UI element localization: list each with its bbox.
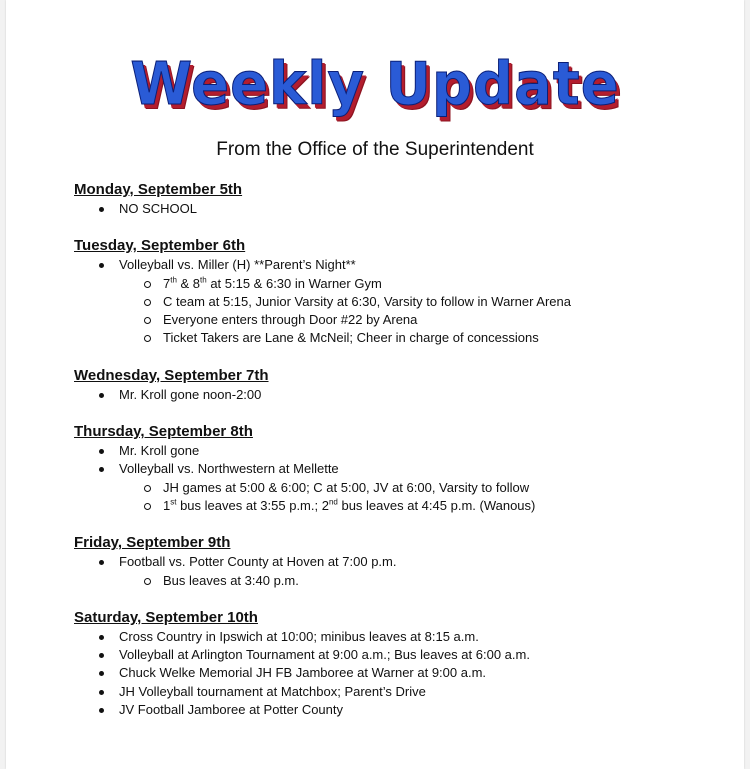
list-item: Chuck Welke Memorial JH FB Jamboree at Warner at 9:00 a.m. bbox=[74, 664, 734, 682]
sub-list-item: JH games at 5:00 & 6:00; C at 5:00, JV at 6:00, Varsity to follow bbox=[74, 479, 734, 497]
list-item: Mr. Kroll gone noon-2:00 bbox=[74, 386, 734, 404]
item-list bbox=[74, 386, 734, 404]
sub-list-item: C team at 5:15, Junior Varsity at 6:30, Varsity to follow in Warner Arena bbox=[74, 293, 734, 311]
list-item: JH Volleyball tournament at Matchbox; Parent’s Drive bbox=[74, 683, 734, 701]
list-item: NO SCHOOL bbox=[74, 200, 734, 218]
title-area bbox=[6, 52, 744, 117]
item-list bbox=[74, 256, 734, 347]
item-list bbox=[74, 553, 734, 590]
page-title: Weekly Update bbox=[130, 50, 620, 119]
sub-list-item: 1st bus leaves at 3:55 p.m.; 2nd bus leaves at 4:45 p.m. (Wanous) bbox=[74, 497, 734, 515]
list-item: Football vs. Potter County at Hoven at 7:00 p.m. bbox=[74, 553, 734, 571]
list-item: Volleyball vs. Miller (H) **Parent’s Night** bbox=[74, 256, 734, 274]
item-list bbox=[74, 200, 734, 218]
day-title: Friday, September 9th bbox=[74, 534, 231, 552]
page-subtitle: From the Office of the Superintendent bbox=[216, 139, 534, 160]
day-title: Monday, September 5th bbox=[74, 181, 243, 198]
day-title: Thursday, September 8th bbox=[74, 423, 253, 441]
list-item: JV Football Jamboree at Potter County bbox=[74, 701, 734, 719]
list-item: Mr. Kroll gone bbox=[74, 442, 734, 460]
item-list bbox=[74, 628, 734, 719]
sub-list-item: Ticket Takers are Lane & McNeil; Cheer in charge of concessions bbox=[74, 329, 734, 347]
day-monday bbox=[74, 180, 734, 218]
list-item: Cross Country in Ipswich at 10:00; minibus leaves at 8:15 a.m. bbox=[74, 628, 734, 646]
day-tuesday bbox=[74, 236, 734, 347]
list-item: Volleyball at Arlington Tournament at 9:00 a.m.; Bus leaves at 6:00 a.m. bbox=[74, 646, 734, 664]
item-list bbox=[74, 442, 734, 515]
day-thursday bbox=[74, 422, 734, 515]
list-item: Volleyball vs. Northwestern at Mellette bbox=[74, 460, 734, 478]
sub-list-item: 7th & 8th at 5:15 & 6:30 in Warner Gym bbox=[74, 275, 734, 293]
day-title: Wednesday, September 7th bbox=[74, 366, 269, 384]
day-wednesday bbox=[74, 366, 734, 404]
document-page bbox=[6, 0, 744, 769]
schedule bbox=[74, 180, 734, 719]
day-title: Tuesday, September 6th bbox=[74, 237, 246, 255]
sub-list-item: Bus leaves at 3:40 p.m. bbox=[74, 572, 734, 590]
day-title: Saturday, September 10th bbox=[74, 608, 258, 626]
day-friday bbox=[74, 533, 734, 590]
day-saturday bbox=[74, 608, 734, 719]
sub-list-item: Everyone enters through Door #22 by Arena bbox=[74, 311, 734, 329]
